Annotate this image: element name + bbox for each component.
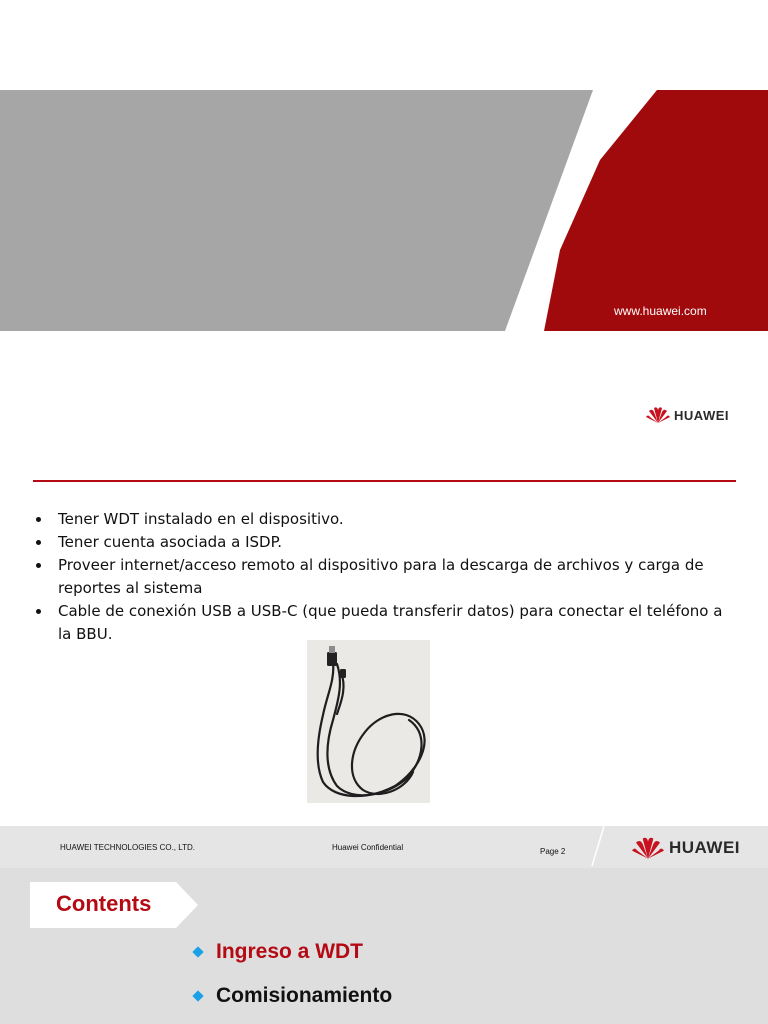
logo-wordmark: HUAWEI [674,407,729,423]
list-item: Cable de conexión USB a USB-C (que pueda transferir datos) para conectar el teléfono a la BBU. [33,600,723,646]
contents-title: Contents [56,891,152,916]
footer-confidential: Huawei Confidential [332,843,404,852]
logo-wordmark: HUAWEI [669,838,740,857]
toc-item[interactable] [192,940,363,964]
huawei-flower-icon [646,406,670,424]
diamond-bullet-icon [192,946,203,957]
toc-item-label: Comisionamiento [216,984,393,1007]
footer-page-number: Page 2 [540,847,566,856]
list-item: Tener WDT instalado en el dispositivo. [33,508,723,531]
title-banner [0,90,768,331]
toc-item-label: Ingreso a WDT [216,940,364,963]
banner-gray-band [0,90,593,331]
huawei-footer-logo [632,836,740,860]
list-item: Tener cuenta asociada a ISDP. [33,531,723,554]
title-divider [33,480,736,482]
footer-company: HUAWEI TECHNOLOGIES CO., LTD. [60,843,195,852]
usb-cable-photo [307,640,430,803]
huawei-flower-icon [632,836,664,860]
requirements-list [33,508,723,646]
toc-item[interactable] [192,984,392,1008]
footer-divider-slash [588,826,618,868]
list-item: Proveer internet/acceso remoto al dispositivo para la descarga de archivos y carga de reportes al sistema [33,554,723,600]
huawei-logo [646,406,729,424]
diamond-bullet-icon [192,990,203,1001]
website-url: www.huawei.com [614,304,707,318]
